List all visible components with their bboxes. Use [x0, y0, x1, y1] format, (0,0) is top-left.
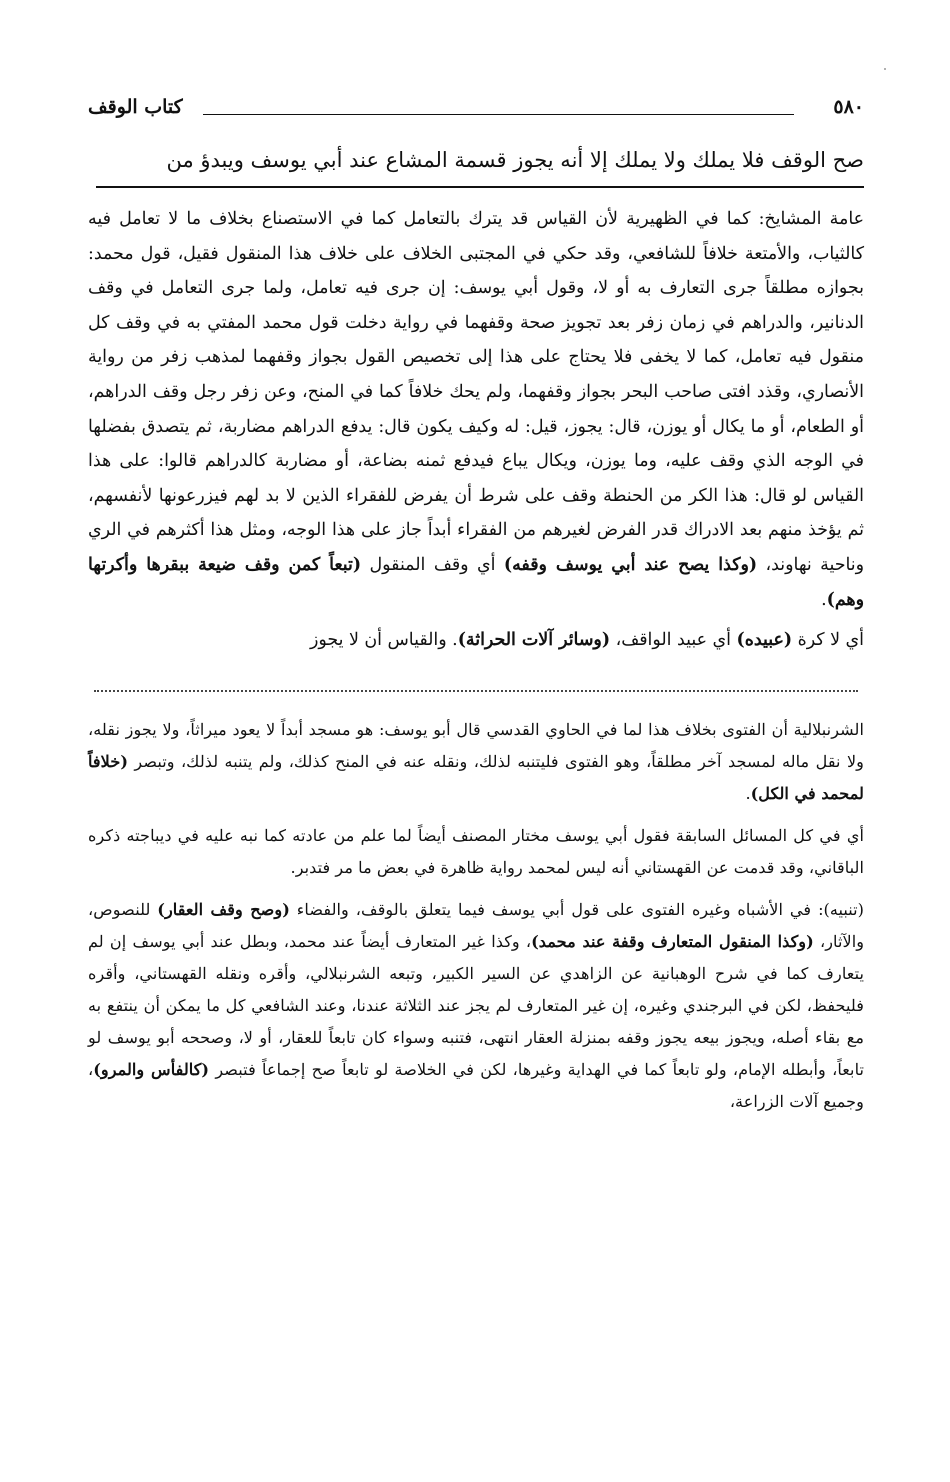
paragraph-text: .	[745, 783, 751, 803]
running-header	[88, 96, 864, 130]
header-rule	[203, 114, 794, 115]
paragraph-text: للنصوص، والآثار،	[88, 899, 865, 951]
page-number: ٥٨٠	[833, 96, 864, 118]
separator-rule	[96, 186, 864, 188]
paragraph-text: أي لا كرة	[792, 630, 864, 651]
scan-speck	[884, 68, 886, 70]
running-title: كتاب الوقف	[88, 96, 183, 118]
paragraph-text: أي وقف المنقول	[361, 554, 504, 575]
paragraph-text: .	[821, 589, 827, 610]
commentary-block-2	[88, 714, 864, 1118]
commentary-2-paragraph-2	[88, 820, 864, 884]
paragraph-text: (تنبيه): في الأشباه وغيره الفتوى على قول أبي يوسف فيما يتعلق بالوقف، والفضاء	[289, 899, 864, 919]
commentary-2-paragraph-1	[88, 714, 864, 810]
commentary-block-1	[88, 202, 864, 658]
commentary-2-paragraph-3	[88, 894, 864, 1118]
matn-quote: (خلافاً لمحمد في الكل)	[88, 751, 864, 803]
commentary-1-paragraph-1	[88, 202, 864, 617]
matn-quote: (عبيده)	[736, 630, 793, 651]
main-text: صح الوقف فلا يملك ولا يملك إلا أنه يجوز قسمة المشاع عند أبي يوسف ويبدؤ من	[166, 148, 864, 172]
paragraph-text: أي عبيد الواقف،	[610, 630, 737, 651]
paragraph-text: عامة المشايخ: كما في الظهيرية لأن القياس قد يترك بالتعامل كما في الاستصناع بخلاف ما لا تعامل فيه كالثياب، والأمتعة خلافاً للشافعي، وقد حكي في المجتبى الخلاف على خلاف هذا المنقول فقيل، قول محمد: بجوازه مطلقاً جرى التعارف به أو لا، وقول أبي يوسف: إن جرى فيه تعامل، ولما جرى التعامل في وقف الدنانير، والدراهم في زمان زفر بعد تجويز صحة وقفهما في رواية دخلت قول محمد المفتي به في وقف كل منقول فيه تعامل، كما لا يخفى فلا يحتاج على هذا إلى تخصيص القول بجواز وقفهما لمذهب زفر من رواية الأنصاري، وقذد افتى صاحب البحر بجواز وقفهما، ولم يحك خلافاً كما في المنح، وعن زفر رجل وقف الدراهم، أو الطعام، أو ما يكال أو يوزن، قال: يجوز، قيل: له وكيف يكون قال: يدفع الدراهم مضاربة، ثم يتصدق بفضلها في الوجه الذي وقف عليه، وما يوزن، ويكال يباع فيدفع ثمنه بضاعة، أو مضاربة كالدراهم قالوا: على هذا القياس لو قال: هذا الكر من الحنطة وقف على شرط أن يفرض للفقراء الذين لا بد لهم فيزرعونها لأنفسهم، ثم يؤخذ منهم بعد الادراك قدر الفرض لغيرهم من الفقراء أبداً جاز على هذا الوجه، ومثل هذا أكثرهم في الري وناحية نهاوند،	[88, 209, 864, 575]
matn-quote: (وكذا المنقول المتعارف وقفة عند محمد)	[531, 931, 814, 951]
page	[88, 96, 864, 1118]
paragraph-text: أي في كل المسائل السابقة فقول أبي يوسف مختار المصنف أيضاً لما علم من عادته كما نبه عليه في ديباجته ذكره الباقاني، وقد قدمت عن القهستاني أنه ليس لمحمد رواية ظاهرة في بعض ما مر فتدبر.	[88, 825, 864, 877]
paragraph-text: ، وكذا غير المتعارف أيضاً عند محمد، وبطل عند أبي يوسف إن لم يتعارف كما في شرح الوهبانية عن الزاهدي عن السير الكبير، وتبعه الشرنبلالي، وأقره ونقله القهستاني، وأقره فليحفظ، لكن في البرجندي وغيره، إن غير المتعارف لم يجز عند الثلاثة عندنا، وعند الشافعي كل ما يمكن أن ينتفع به مع بقاء أصله، ويجوز بيعه يجوز وقفه بمنزلة العقار انتهى، فتنبه وسواء كان تابعاً للعقار، أو لا، وصححه أبو يوسف لو تابعاً، وأبطله الإمام، ولو تابعاً كما في الهداية وغيرها، لكن في الخلاصة لو تابعاً صح إجماعاً فتبصر	[88, 931, 865, 1079]
paragraph-text: . والقياس أن لا يجوز	[309, 630, 458, 651]
matn-quote: (وصح وقف العقار)	[157, 899, 290, 919]
matn-quote: (كالفأس والمرو)	[93, 1059, 210, 1079]
dotted-separator	[94, 676, 858, 692]
matn-quote: (وسائر آلات الحراثة)	[457, 630, 611, 651]
commentary-1-paragraph-2	[88, 623, 864, 658]
matn-quote: (تبعاً كمن وقف ضيعة ببقرها وأكرتها وهم)	[88, 554, 864, 610]
matn-quote: (وكذا يصح عند أبي يوسف وقفه)	[503, 554, 758, 575]
paragraph-text: ، وجميع آلات الزراعة،	[88, 1059, 864, 1111]
paragraph-text: الشرنبلالية أن الفتوى بخلاف هذا لما في الحاوي القدسي قال أبو يوسف: هو مسجد أبداً لا يعود ميراثاً، ولا يجوز نقله، ولا نقل ماله لمسجد آخر مطلقاً، وهو الفتوى فليتنبه لذلك، ونقله عنه في المنح كذلك، ولم يتنبه لذلك، وتبصر	[88, 719, 864, 771]
